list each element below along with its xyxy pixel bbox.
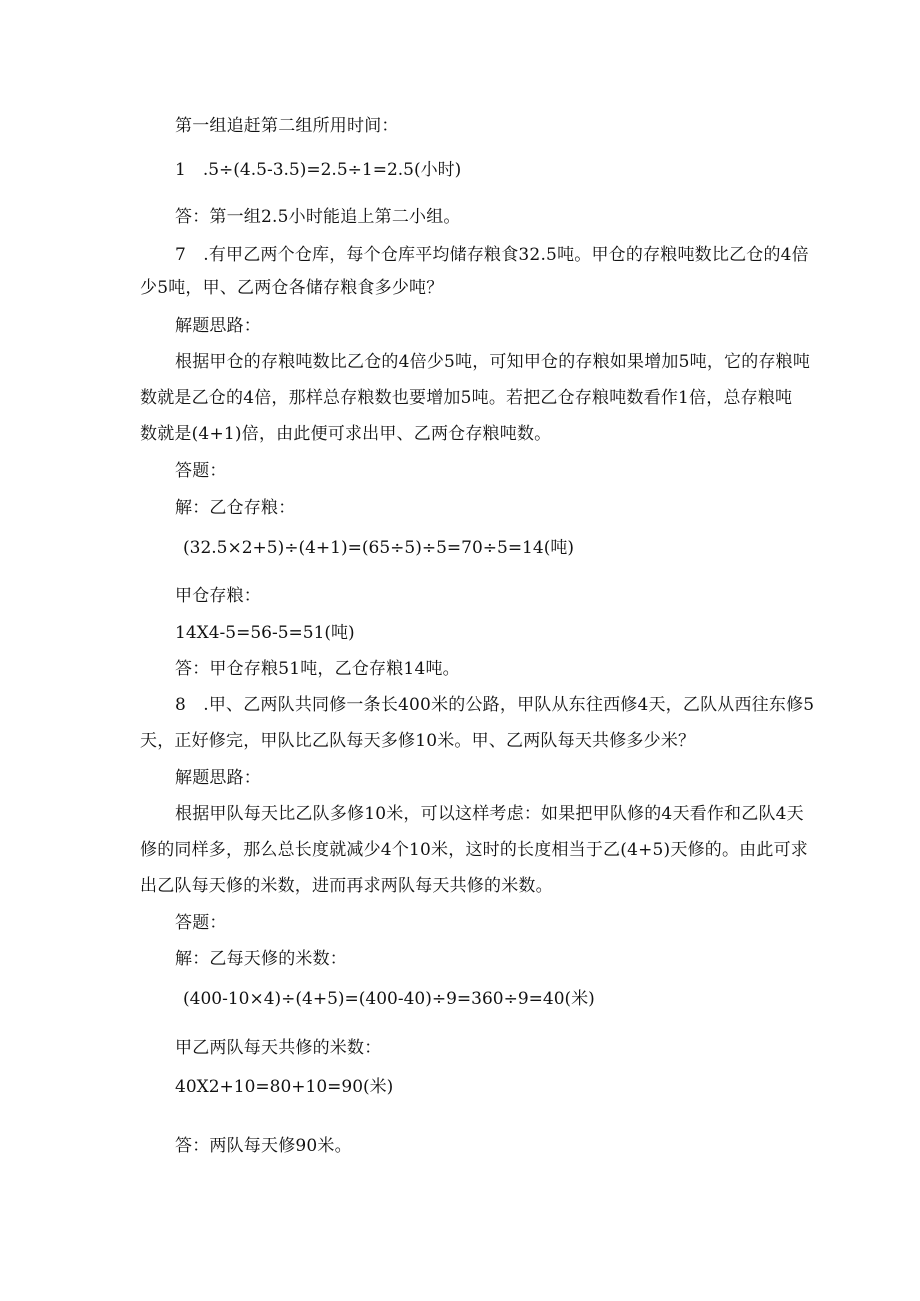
formula-line: (400-10×4)÷(4+5)=(400-40)÷9=360÷9=40(米) [183, 989, 595, 1009]
section-label: 答题： [175, 461, 227, 481]
text-line: 数就是(4+1)倍，由此便可求出甲、乙两仓存粮吨数。 [140, 424, 552, 444]
question-heading: 7 .有甲乙两个仓库，每个仓库平均储存粮食32.5吨。甲仓的存粮吨数比乙仓的4倍 [175, 245, 809, 265]
formula-line: 40X2+10=80+10=90(米) [175, 1077, 394, 1097]
text-line: 甲仓存粮： [175, 586, 261, 606]
text-line: 修的同样多，那么总长度就减少4个10米，这时的长度相当于乙(4+5)天修的。由此可求 [140, 840, 808, 860]
text-line: 出乙队每天修的米数，进而再求两队每天共修的米数。 [140, 876, 553, 896]
text-line: 答：第一组2.5小时能追上第二小组。 [175, 207, 461, 227]
section-label: 答题： [175, 913, 227, 933]
text-line: 数就是乙仓的4倍，那样总存粮数也要增加5吨。若把乙仓存粮吨数看作1倍，总存粮吨 [140, 388, 793, 408]
text-line: 第一组追赶第二组所用时间： [175, 116, 399, 136]
text-line: 天，正好修完，甲队比乙队每天多修10米。甲、乙两队每天共修多少米？ [140, 731, 696, 751]
text-line: 根据甲队每天比乙队多修10米，可以这样考虑：如果把甲队修的4天看作和乙队4天 [175, 804, 804, 824]
text-line: 根据甲仓的存粮吨数比乙仓的4倍少5吨，可知甲仓的存粮如果增加5吨，它的存粮吨 [175, 352, 811, 372]
text-line: 答：两队每天修90米。 [175, 1136, 352, 1156]
text-line: 1 .5÷(4.5-3.5)=2.5÷1=2.5(小时) [175, 160, 462, 180]
text-line: 解：乙每天修的米数： [175, 949, 347, 969]
section-label: 解题思路： [175, 768, 261, 788]
text-line: 解：乙仓存粮： [175, 498, 296, 518]
section-label: 解题思路： [175, 316, 261, 336]
text-line: 少5吨，甲、乙两仓各储存粮食多少吨？ [140, 278, 444, 298]
text-line: 答：甲仓存粮51吨，乙仓存粮14吨。 [175, 659, 460, 679]
formula-line: 14X4-5=56-5=51(吨) [175, 623, 355, 643]
formula-line: (32.5×2+5)÷(4+1)=(65÷5)÷5=70÷5=14(吨) [183, 538, 574, 558]
question-heading: 8 .甲、乙两队共同修一条长400米的公路，甲队从东往西修4天，乙队从西往东修5 [175, 695, 815, 715]
text-line: 甲乙两队每天共修的米数： [175, 1038, 382, 1058]
